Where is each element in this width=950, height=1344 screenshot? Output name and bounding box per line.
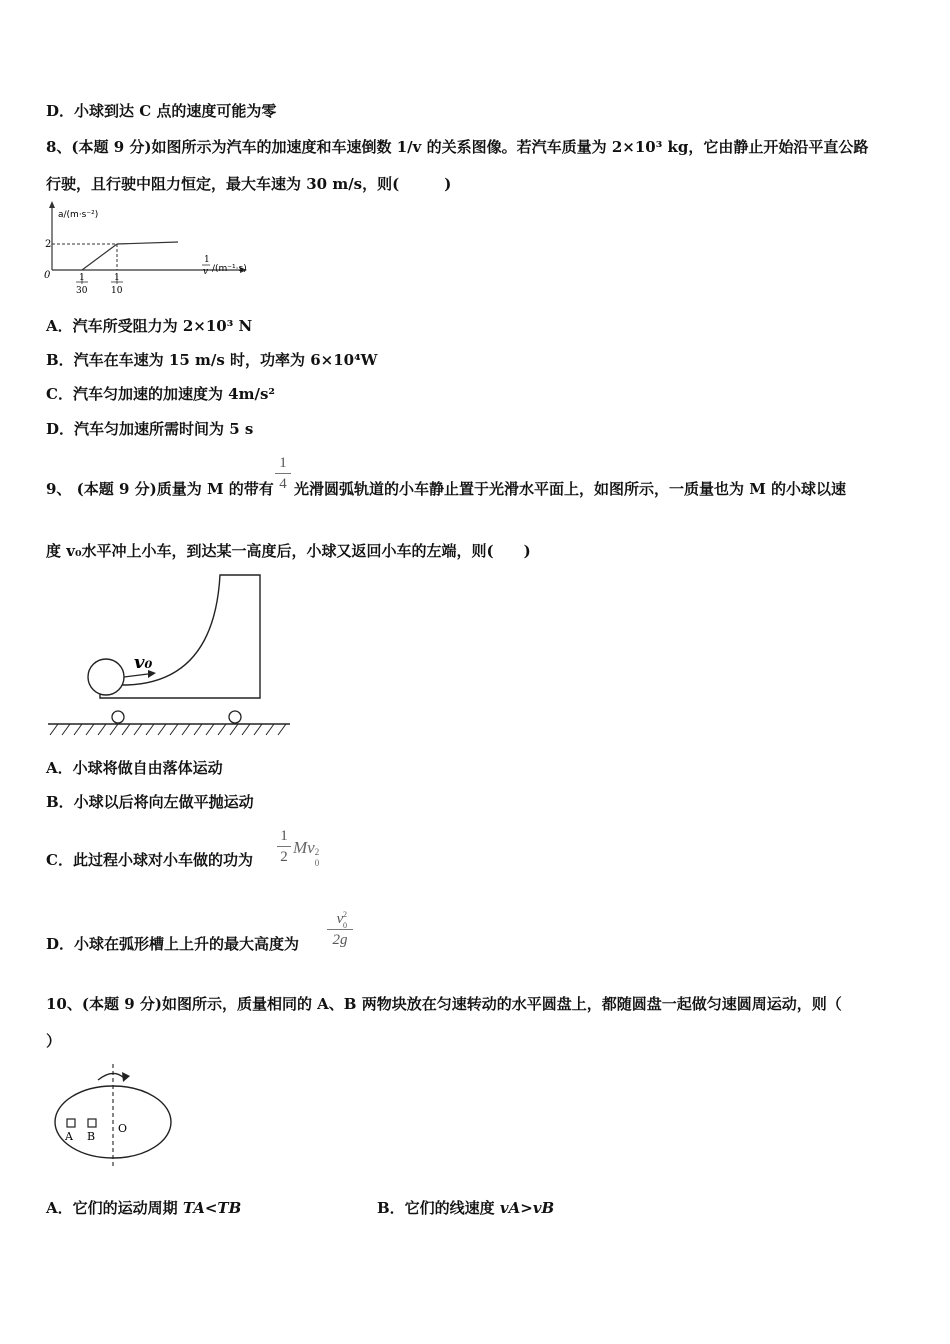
q8-option-c: C．汽车匀加速的加速度为 4m/s² xyxy=(46,385,275,403)
block-b xyxy=(88,1119,96,1127)
q8-stem-line1: 8、(本题 9 分)如图所示为汽车的加速度和车速倒数 1/v 的关系图像。若汽车质量为 2×10³ kg，它由静止开始沿平直公路 xyxy=(46,138,869,156)
graph-flat-segment xyxy=(117,242,178,244)
x-tick2-num: 1 xyxy=(114,273,120,283)
q9-frac-num: 1 xyxy=(279,455,287,471)
q9-option-c-den: 2 xyxy=(280,849,288,865)
q9-cart-figure xyxy=(44,572,294,742)
ball xyxy=(88,659,124,695)
q9-option-d-den: 2g xyxy=(332,932,348,948)
q8-option-b: B．汽车在车速为 15 m/s 时，功率为 6×10⁴W xyxy=(46,351,378,369)
origin-label: 0 xyxy=(44,270,51,281)
q9-quarter-fraction xyxy=(275,454,291,493)
label-b: B xyxy=(87,1130,96,1143)
q9-frac-den: 4 xyxy=(279,476,287,492)
q9-stem-line1a: 9、 (本题 9 分)质量为 M 的带有 xyxy=(46,480,274,498)
block-a xyxy=(67,1119,75,1127)
q10-option-b-text: B．它们的线速度 xyxy=(377,1199,500,1217)
q8-acceleration-graph xyxy=(40,200,260,300)
q9-option-d: D．小球在弧形槽上上升的最大高度为 xyxy=(46,935,300,953)
y-tick-2: 2 xyxy=(45,239,52,250)
q9-option-a: A．小球将做自由落体运动 xyxy=(46,759,223,777)
label-a: A xyxy=(65,1130,73,1143)
q10-option-a-expr: TA<TB xyxy=(182,1199,242,1217)
q9-option-c-sup: 2 xyxy=(314,847,320,857)
x-tick1-den: 30 xyxy=(76,286,88,296)
q8-stem-line2: 行驶，且行驶中阻力恒定，最大车速为 30 m/s，则( ) xyxy=(46,175,452,193)
y-axis-arrow-icon xyxy=(49,201,55,208)
velocity-arrow xyxy=(124,674,148,677)
q9-option-c-mv: Mv xyxy=(293,838,315,857)
q10-disc-figure xyxy=(48,1062,178,1170)
x-axis-label: /(m⁻¹·s) xyxy=(212,264,247,274)
q10-stem-line2: ） xyxy=(46,1032,62,1050)
q9-option-d-sup: 2 xyxy=(343,910,347,919)
x-tick1-num: 1 xyxy=(79,273,85,283)
q8-option-a: A．汽车所受阻力为 2×10³ N xyxy=(46,317,253,335)
v0-label: v₀ xyxy=(134,652,153,673)
q10-option-b xyxy=(377,1198,554,1218)
q9-option-c-expr xyxy=(293,838,323,868)
q9-option-d-fraction xyxy=(327,910,353,949)
label-o: O xyxy=(118,1122,128,1135)
rotation-arrow xyxy=(98,1073,124,1080)
ground-hatching xyxy=(50,724,286,735)
q9-option-b: B．小球以后将向左做平抛运动 xyxy=(46,793,254,811)
q10-stem-line1: 10、(本题 9 分)如图所示，质量相同的 A、B 两物块放在匀速转动的水平圆盘上，都随圆盘一起做匀速圆周运动，则（ xyxy=(46,995,842,1013)
rotation-arrowhead-icon xyxy=(122,1072,130,1082)
q10-option-b-expr: vA>vB xyxy=(499,1199,555,1217)
x-tick2-den: 10 xyxy=(111,286,123,296)
q9-option-d-num: v xyxy=(336,911,344,927)
q7-option-d: D．小球到达 C 点的速度可能为零 xyxy=(46,102,277,120)
left-wheel xyxy=(112,711,124,723)
x-axis-frac-num: 1 xyxy=(204,255,210,265)
q9-stem-line1b: 光滑圆弧轨道的小车静止置于光滑水平面上，如图所示，一质量也为 M 的小球以速 xyxy=(294,480,847,498)
q9-option-c-sub: 0 xyxy=(314,858,320,868)
q8-option-d: D．汽车匀加速所需时间为 5 s xyxy=(46,420,254,438)
y-axis-label: a/(m·s⁻²) xyxy=(58,210,99,220)
q10-option-a-text: A．它们的运动周期 xyxy=(46,1199,183,1217)
graph-rising-segment xyxy=(82,244,117,270)
q9-option-d-sub: 0 xyxy=(343,921,347,930)
q9-stem-line2: 度 v₀水平冲上小车，到达某一高度后，小球又返回小车的左端，则( ) xyxy=(46,542,531,560)
x-axis-frac-den: v xyxy=(203,267,209,277)
q9-option-c: C．此过程小球对小车做的功为 xyxy=(46,851,253,869)
q9-option-c-num: 1 xyxy=(280,828,288,844)
q9-option-c-fraction xyxy=(277,827,291,866)
q10-option-a xyxy=(46,1198,241,1218)
right-wheel xyxy=(229,711,241,723)
